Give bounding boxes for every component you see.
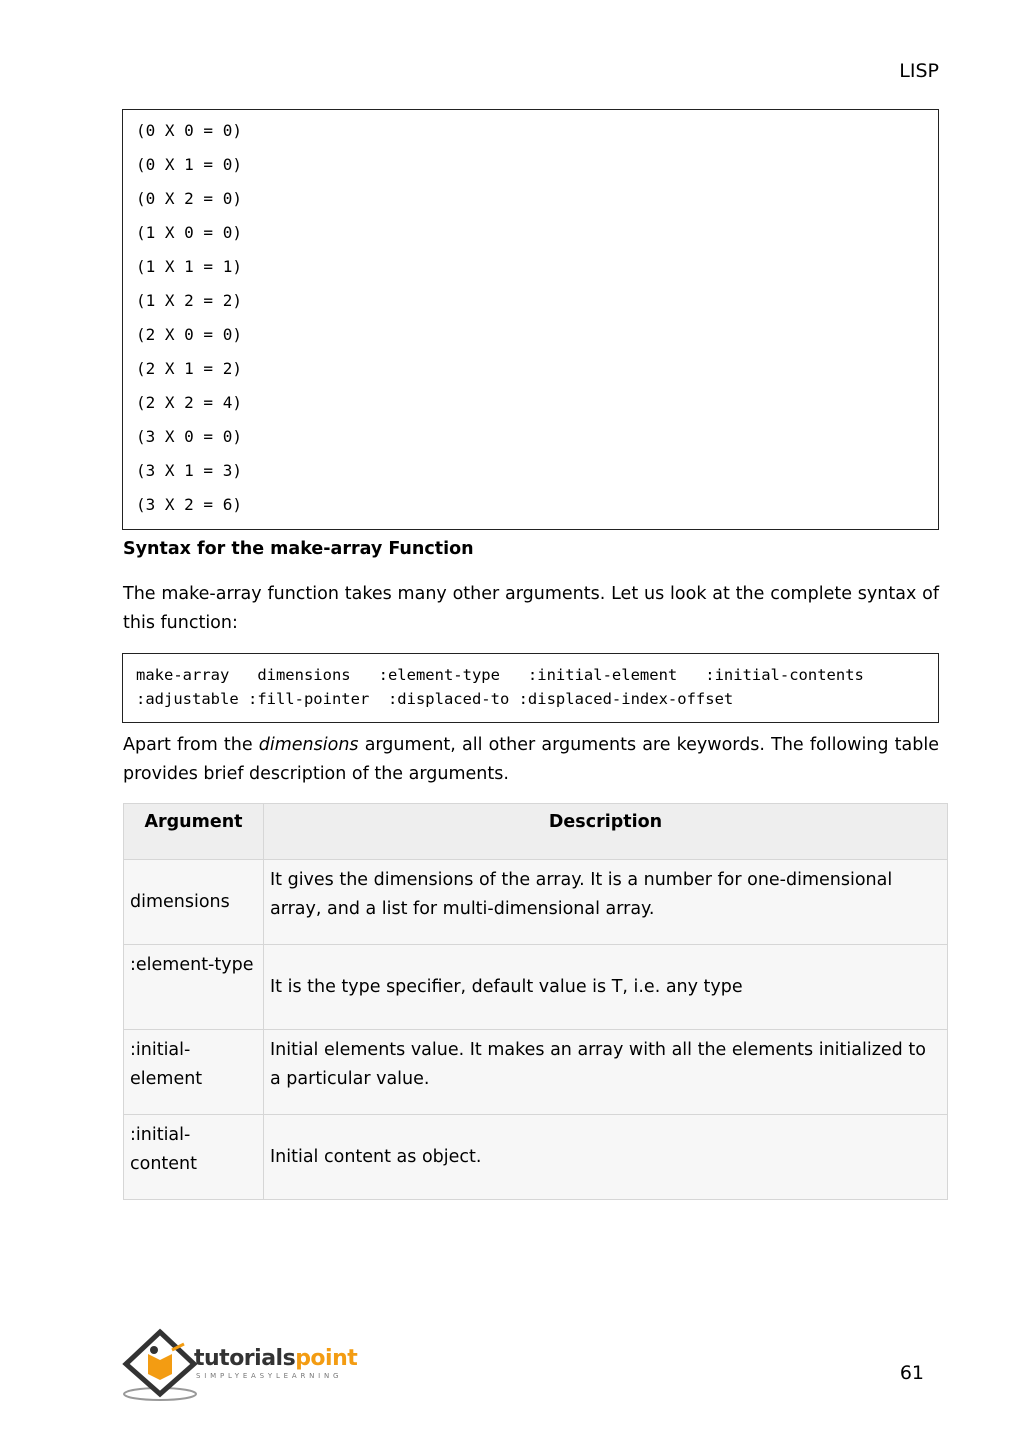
syntax-line: :adjustable :fill-pointer :displaced-to :displaced-index-offset	[136, 690, 734, 708]
argument-name: dimensions	[130, 891, 230, 912]
output-code-block	[122, 109, 939, 530]
logo-tagline: SIMPLYEASYLEARNING	[196, 1372, 343, 1380]
intro-paragraph: The make-array function takes many other arguments. Let us look at the complete syntax of this function:	[123, 584, 939, 633]
emphasized-term: dimensions	[258, 735, 359, 755]
logo-wordmark	[194, 1346, 357, 1371]
column-header-argument: Argument	[124, 804, 264, 860]
argument-cell: :element-type	[124, 945, 264, 1030]
tutorialspoint-logo	[122, 1328, 367, 1402]
syntax-line: make-array dimensions :element-type :initial-element :initial-contents	[136, 666, 864, 684]
table-row	[124, 860, 948, 945]
argument-cell: :initial-element	[124, 1030, 264, 1115]
output-line: (2 X 2 = 4)	[136, 393, 242, 412]
page-header-title: LISP	[899, 60, 939, 82]
column-header-description: Description	[264, 804, 948, 860]
logo-text-primary: tutorials	[194, 1346, 296, 1371]
table-header-row	[124, 804, 948, 860]
arguments-paragraph	[123, 731, 939, 789]
paragraph-text: argument, all other arguments are keywords. The following table provides brief description of the arguments.	[123, 735, 939, 784]
page-number: 61	[899, 1362, 924, 1384]
arguments-table	[123, 803, 948, 1200]
syntax-code-block	[122, 653, 939, 723]
section-heading: Syntax for the make-array Function	[123, 539, 474, 559]
paragraph-text: Apart from the	[123, 735, 259, 755]
output-line: (0 X 1 = 0)	[136, 155, 242, 174]
output-line: (2 X 0 = 0)	[136, 325, 242, 344]
argument-cell: :initial-content	[124, 1115, 264, 1200]
output-line: (3 X 2 = 6)	[136, 495, 242, 514]
description-cell: Initial content as object.	[264, 1115, 948, 1200]
output-line: (1 X 0 = 0)	[136, 223, 242, 242]
table-row	[124, 945, 948, 1030]
table-row	[124, 1030, 948, 1115]
output-line: (0 X 0 = 0)	[136, 121, 242, 140]
description-cell: Initial elements value. It makes an array with all the elements initialized to a particular value.	[264, 1030, 948, 1115]
output-line: (3 X 1 = 3)	[136, 461, 242, 480]
table-row	[124, 1115, 948, 1200]
output-line: (1 X 2 = 2)	[136, 291, 242, 310]
description-cell: It gives the dimensions of the array. It is a number for one-dimensional array, and a list for multi-dimensional array.	[264, 860, 948, 945]
logo-diamond-icon	[122, 1328, 202, 1402]
output-line: (1 X 1 = 1)	[136, 257, 242, 276]
description-cell: It is the type specifier, default value is T, i.e. any type	[264, 945, 948, 1030]
argument-cell	[124, 860, 264, 945]
output-line: (2 X 1 = 2)	[136, 359, 242, 378]
logo-text-accent: point	[295, 1346, 358, 1371]
output-line: (0 X 2 = 0)	[136, 189, 242, 208]
output-line: (3 X 0 = 0)	[136, 427, 242, 446]
